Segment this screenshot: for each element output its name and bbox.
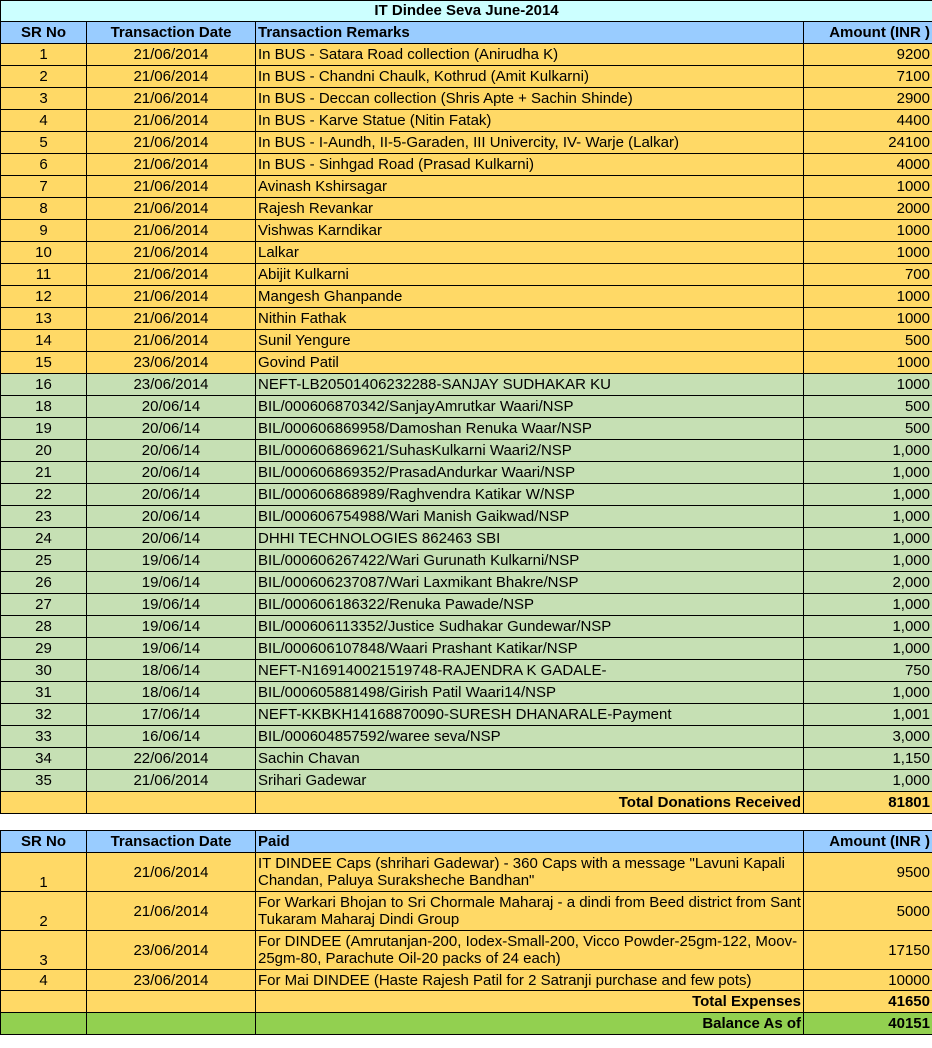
sr-no-cell[interactable]: 9	[1, 220, 87, 242]
sr-no-cell[interactable]: 10	[1, 242, 87, 264]
amount-cell[interactable]: 5000	[804, 892, 932, 931]
donation-row	[1, 660, 932, 682]
remarks-cell[interactable]: BIL/000606107848/Waari Prashant Katikar/NSP	[256, 638, 804, 660]
amount-cell[interactable]: 4400	[804, 110, 932, 132]
date-cell[interactable]: 23/06/2014	[87, 970, 256, 991]
sr-no-cell[interactable]: 5	[1, 132, 87, 154]
amount-cell[interactable]: 1,000	[804, 770, 932, 792]
donation-row	[1, 616, 932, 638]
header-paid[interactable]: Paid	[256, 831, 804, 853]
amount-cell[interactable]: 700	[804, 264, 932, 286]
remarks-cell[interactable]: BIL/000606869958/Damoshan Renuka Waar/NSP	[256, 418, 804, 440]
header-transaction-date[interactable]: Transaction Date	[87, 831, 256, 853]
total-donations-label[interactable]: Total Donations Received	[256, 792, 804, 814]
donation-row	[1, 528, 932, 550]
sheet-title[interactable]: IT Dindee Seva June-2014	[1, 1, 932, 22]
date-cell[interactable]: 21/06/2014	[87, 242, 256, 264]
donation-row	[1, 66, 932, 88]
date-cell[interactable]: 20/06/14	[87, 440, 256, 462]
sr-no-cell[interactable]: 7	[1, 176, 87, 198]
date-cell[interactable]: 21/06/2014	[87, 308, 256, 330]
date-cell[interactable]: 19/06/14	[87, 572, 256, 594]
date-cell[interactable]: 20/06/14	[87, 484, 256, 506]
date-cell[interactable]: 22/06/2014	[87, 748, 256, 770]
expense-row	[1, 931, 932, 970]
sr-no-cell[interactable]: 30	[1, 660, 87, 682]
donation-row	[1, 748, 932, 770]
sr-no-cell[interactable]: 22	[1, 484, 87, 506]
date-cell[interactable]: 21/06/2014	[87, 220, 256, 242]
amount-cell[interactable]: 1,000	[804, 528, 932, 550]
donation-row	[1, 594, 932, 616]
remarks-cell[interactable]: In BUS - Deccan collection (Shris Apte + Sachin Shinde)	[256, 88, 804, 110]
sr-no-cell[interactable]: 14	[1, 330, 87, 352]
donation-row	[1, 264, 932, 286]
date-cell[interactable]: 21/06/2014	[87, 110, 256, 132]
remarks-cell[interactable]: Sunil Yengure	[256, 330, 804, 352]
date-cell[interactable]: 20/06/14	[87, 396, 256, 418]
sr-no-cell[interactable]: 25	[1, 550, 87, 572]
date-cell[interactable]: 20/06/14	[87, 528, 256, 550]
donation-row	[1, 374, 932, 396]
remarks-cell[interactable]: In BUS - Chandni Chaulk, Kothrud (Amit Kulkarni)	[256, 66, 804, 88]
spacer-row	[1, 814, 932, 831]
date-cell[interactable]: 23/06/2014	[87, 374, 256, 396]
remarks-cell[interactable]: Sachin Chavan	[256, 748, 804, 770]
amount-cell[interactable]: 1,000	[804, 550, 932, 572]
donation-row	[1, 440, 932, 462]
remarks-cell[interactable]: BIL/000606113352/Justice Sudhakar Gundewar/NSP	[256, 616, 804, 638]
paid-cell[interactable]: IT DINDEE Caps (shrihari Gadewar) - 360 Caps with a message "Lavuni Kapali Chandan, Paluya Suraksheche Bandhan"	[256, 853, 804, 892]
header-amount[interactable]: Amount (INR )	[804, 831, 932, 853]
donation-row	[1, 396, 932, 418]
sr-no-cell[interactable]: 11	[1, 264, 87, 286]
remarks-cell[interactable]: In BUS - Sinhgad Road (Prasad Kulkarni)	[256, 154, 804, 176]
amount-cell[interactable]: 24100	[804, 132, 932, 154]
donation-row	[1, 704, 932, 726]
amount-cell[interactable]: 2900	[804, 88, 932, 110]
amount-cell[interactable]: 500	[804, 330, 932, 352]
remarks-cell[interactable]: NEFT-KKBKH14168870090-SURESH DHANARALE-Payment	[256, 704, 804, 726]
date-cell[interactable]: 23/06/2014	[87, 931, 256, 970]
remarks-cell[interactable]: Abijit Kulkarni	[256, 264, 804, 286]
sr-no-cell[interactable]: 15	[1, 352, 87, 374]
donation-row	[1, 572, 932, 594]
empty-cell[interactable]	[1, 792, 87, 814]
balance-value[interactable]: 40151	[804, 1013, 932, 1035]
amount-cell[interactable]: 500	[804, 418, 932, 440]
remarks-cell[interactable]: Mangesh Ghanpande	[256, 286, 804, 308]
date-cell[interactable]: 19/06/14	[87, 550, 256, 572]
amount-cell[interactable]: 17150	[804, 931, 932, 970]
amount-cell[interactable]: 1000	[804, 374, 932, 396]
expense-row	[1, 853, 932, 892]
donation-row	[1, 330, 932, 352]
sr-no-cell[interactable]: 3	[1, 931, 87, 970]
header-amount[interactable]: Amount (INR )	[804, 22, 932, 44]
amount-cell[interactable]: 1,000	[804, 440, 932, 462]
donation-row	[1, 176, 932, 198]
total-expenses-value[interactable]: 41650	[804, 991, 932, 1013]
total-expenses-label[interactable]: Total Expenses	[256, 991, 804, 1013]
date-cell[interactable]: 21/06/2014	[87, 154, 256, 176]
date-cell[interactable]: 21/06/2014	[87, 198, 256, 220]
amount-cell[interactable]: 1,150	[804, 748, 932, 770]
date-cell[interactable]: 21/06/2014	[87, 770, 256, 792]
remarks-cell[interactable]: Govind Patil	[256, 352, 804, 374]
donation-row	[1, 418, 932, 440]
header-sr-no[interactable]: SR No	[1, 831, 87, 853]
sr-no-cell[interactable]: 23	[1, 506, 87, 528]
empty-cell[interactable]	[87, 1013, 256, 1035]
remarks-cell[interactable]: In BUS - I-Aundh, II-5-Garaden, III Univercity, IV- Warje (Lalkar)	[256, 132, 804, 154]
date-cell[interactable]: 21/06/2014	[87, 892, 256, 931]
balance-label[interactable]: Balance As of	[256, 1013, 804, 1035]
amount-cell[interactable]: 1000	[804, 242, 932, 264]
donation-row	[1, 352, 932, 374]
sr-no-cell[interactable]: 24	[1, 528, 87, 550]
expenses-total-row	[1, 991, 932, 1013]
remarks-cell[interactable]: BIL/000606237087/Wari Laxmikant Bhakre/NSP	[256, 572, 804, 594]
donation-row	[1, 110, 932, 132]
paid-cell[interactable]: For Warkari Bhojan to Sri Chormale Maharaj - a dindi from Beed district from Sant Tukaram Maharaj Dindi Group	[256, 892, 804, 931]
donation-row	[1, 220, 932, 242]
date-cell[interactable]: 18/06/14	[87, 660, 256, 682]
empty-cell[interactable]	[87, 991, 256, 1013]
remarks-cell[interactable]: NEFT-LB20501406232288-SANJAY SUDHAKAR KU	[256, 374, 804, 396]
date-cell[interactable]: 21/06/2014	[87, 88, 256, 110]
amount-cell[interactable]: 1,000	[804, 594, 932, 616]
amount-cell[interactable]: 500	[804, 396, 932, 418]
amount-cell[interactable]: 3,000	[804, 726, 932, 748]
balance-row	[1, 1013, 932, 1035]
sr-no-cell[interactable]: 21	[1, 462, 87, 484]
date-cell[interactable]: 23/06/2014	[87, 352, 256, 374]
sr-no-cell[interactable]: 13	[1, 308, 87, 330]
remarks-cell[interactable]: BIL/000606869621/SuhasKulkarni Waari2/NSP	[256, 440, 804, 462]
date-cell[interactable]: 19/06/14	[87, 638, 256, 660]
amount-cell[interactable]: 7100	[804, 66, 932, 88]
sr-no-cell[interactable]: 3	[1, 88, 87, 110]
remarks-cell[interactable]: BIL/000606754988/Wari Manish Gaikwad/NSP	[256, 506, 804, 528]
sr-no-cell[interactable]: 34	[1, 748, 87, 770]
sr-no-cell[interactable]: 1	[1, 853, 87, 892]
donation-row	[1, 198, 932, 220]
amount-cell[interactable]: 9200	[804, 44, 932, 66]
sr-no-cell[interactable]: 33	[1, 726, 87, 748]
expense-row	[1, 892, 932, 931]
remarks-cell[interactable]: Vishwas Karndikar	[256, 220, 804, 242]
donation-row	[1, 242, 932, 264]
donation-row	[1, 770, 932, 792]
empty-cell[interactable]	[87, 792, 256, 814]
date-cell[interactable]: 20/06/14	[87, 462, 256, 484]
amount-cell[interactable]: 1000	[804, 308, 932, 330]
remarks-cell[interactable]: BIL/000606868989/Raghvendra Katikar W/NSP	[256, 484, 804, 506]
date-cell[interactable]: 21/06/2014	[87, 176, 256, 198]
sr-no-cell[interactable]: 4	[1, 970, 87, 991]
remarks-cell[interactable]: NEFT-N169140021519748-RAJENDRA K GADALE-	[256, 660, 804, 682]
sr-no-cell[interactable]: 35	[1, 770, 87, 792]
sr-no-cell[interactable]: 6	[1, 154, 87, 176]
donation-row	[1, 682, 932, 704]
donation-row	[1, 550, 932, 572]
donation-row	[1, 44, 932, 66]
remarks-cell[interactable]: BIL/000606267422/Wari Gurunath Kulkarni/NSP	[256, 550, 804, 572]
sr-no-cell[interactable]: 1	[1, 44, 87, 66]
amount-cell[interactable]: 1000	[804, 176, 932, 198]
date-cell[interactable]: 18/06/14	[87, 682, 256, 704]
remarks-cell[interactable]: In BUS - Satara Road collection (Anirudha K)	[256, 44, 804, 66]
header-sr-no[interactable]: SR No	[1, 22, 87, 44]
date-cell[interactable]: 20/06/14	[87, 418, 256, 440]
date-cell[interactable]: 21/06/2014	[87, 853, 256, 892]
donations-total-row	[1, 792, 932, 814]
paid-cell[interactable]: For Mai DINDEE (Haste Rajesh Patil for 2 Satranji purchase and few pots)	[256, 970, 804, 991]
empty-cell[interactable]	[1, 991, 87, 1013]
amount-cell[interactable]: 1,000	[804, 638, 932, 660]
remarks-cell[interactable]: BIL/000606186322/Renuka Pawade/NSP	[256, 594, 804, 616]
amount-cell[interactable]: 1000	[804, 220, 932, 242]
amount-cell[interactable]: 10000	[804, 970, 932, 991]
amount-cell[interactable]: 2,000	[804, 572, 932, 594]
donation-row	[1, 132, 932, 154]
date-cell[interactable]: 21/06/2014	[87, 330, 256, 352]
donation-row	[1, 462, 932, 484]
amount-cell[interactable]: 4000	[804, 154, 932, 176]
amount-cell[interactable]: 1000	[804, 352, 932, 374]
sr-no-cell[interactable]: 12	[1, 286, 87, 308]
donation-row	[1, 506, 932, 528]
sr-no-cell[interactable]: 31	[1, 682, 87, 704]
donation-row	[1, 726, 932, 748]
amount-cell[interactable]: 9500	[804, 853, 932, 892]
date-cell[interactable]: 20/06/14	[87, 506, 256, 528]
date-cell[interactable]: 19/06/14	[87, 594, 256, 616]
remarks-cell[interactable]: Srihari Gadewar	[256, 770, 804, 792]
remarks-cell[interactable]: Avinash Kshirsagar	[256, 176, 804, 198]
donations-header-row	[1, 22, 932, 44]
sr-no-cell[interactable]: 18	[1, 396, 87, 418]
amount-cell[interactable]: 1,000	[804, 506, 932, 528]
remarks-cell[interactable]: BIL/000605881498/Girish Patil Waari14/NSP	[256, 682, 804, 704]
date-cell[interactable]: 17/06/14	[87, 704, 256, 726]
header-transaction-date[interactable]: Transaction Date	[87, 22, 256, 44]
title-row	[1, 1, 932, 22]
remarks-cell[interactable]: Lalkar	[256, 242, 804, 264]
date-cell[interactable]: 21/06/2014	[87, 132, 256, 154]
date-cell[interactable]: 21/06/2014	[87, 264, 256, 286]
total-donations-value[interactable]: 81801	[804, 792, 932, 814]
sr-no-cell[interactable]: 4	[1, 110, 87, 132]
sr-no-cell[interactable]: 2	[1, 66, 87, 88]
amount-cell[interactable]: 1,000	[804, 682, 932, 704]
paid-cell[interactable]: For DINDEE (Amrutanjan-200, Iodex-Small-200, Vicco Powder-25gm-122, Moov-25gm-80, Parachute Oil-20 packs of 24 each)	[256, 931, 804, 970]
expenses-header-row	[1, 831, 932, 853]
sr-no-cell[interactable]: 28	[1, 616, 87, 638]
amount-cell[interactable]: 1,001	[804, 704, 932, 726]
remarks-cell[interactable]: BIL/000606869352/PrasadAndurkar Waari/NSP	[256, 462, 804, 484]
amount-cell[interactable]: 1,000	[804, 484, 932, 506]
sr-no-cell[interactable]: 26	[1, 572, 87, 594]
sr-no-cell[interactable]: 29	[1, 638, 87, 660]
sr-no-cell[interactable]: 2	[1, 892, 87, 931]
spacer-cell	[1, 814, 932, 831]
sr-no-cell[interactable]: 27	[1, 594, 87, 616]
remarks-cell[interactable]: DHHI TECHNOLOGIES 862463 SBI	[256, 528, 804, 550]
header-transaction-remarks[interactable]: Transaction Remarks	[256, 22, 804, 44]
donation-row	[1, 286, 932, 308]
donation-row	[1, 484, 932, 506]
donation-row	[1, 88, 932, 110]
remarks-cell[interactable]: Rajesh Revankar	[256, 198, 804, 220]
amount-cell[interactable]: 1000	[804, 286, 932, 308]
amount-cell[interactable]: 1,000	[804, 616, 932, 638]
remarks-cell[interactable]: In BUS - Karve Statue (Nitin Fatak)	[256, 110, 804, 132]
donation-row	[1, 638, 932, 660]
sr-no-cell[interactable]: 8	[1, 198, 87, 220]
date-cell[interactable]: 21/06/2014	[87, 44, 256, 66]
remarks-cell[interactable]: BIL/000604857592/waree seva/NSP	[256, 726, 804, 748]
sr-no-cell[interactable]: 20	[1, 440, 87, 462]
date-cell[interactable]: 19/06/14	[87, 616, 256, 638]
donation-row	[1, 308, 932, 330]
sr-no-cell[interactable]: 16	[1, 374, 87, 396]
donation-row	[1, 154, 932, 176]
amount-cell[interactable]: 1,000	[804, 462, 932, 484]
date-cell[interactable]: 16/06/14	[87, 726, 256, 748]
amount-cell[interactable]: 750	[804, 660, 932, 682]
sr-no-cell[interactable]: 19	[1, 418, 87, 440]
expense-row	[1, 970, 932, 991]
remarks-cell[interactable]: BIL/000606870342/SanjayAmrutkar Waari/NSP	[256, 396, 804, 418]
date-cell[interactable]: 21/06/2014	[87, 286, 256, 308]
remarks-cell[interactable]: Nithin Fathak	[256, 308, 804, 330]
sr-no-cell[interactable]: 32	[1, 704, 87, 726]
empty-cell[interactable]	[1, 1013, 87, 1035]
date-cell[interactable]: 21/06/2014	[87, 66, 256, 88]
amount-cell[interactable]: 2000	[804, 198, 932, 220]
